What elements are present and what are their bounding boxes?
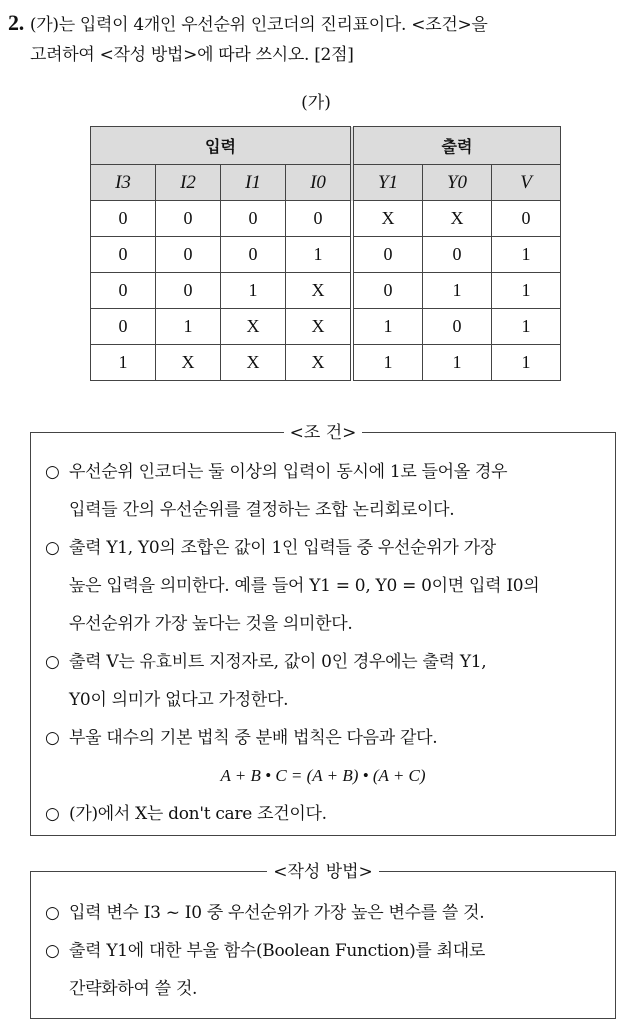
- table-cell: 0: [91, 201, 156, 237]
- table-cell: X: [156, 345, 221, 381]
- table-cell: X: [286, 345, 353, 381]
- table-cell: 1: [156, 309, 221, 345]
- table-cell: 0: [156, 201, 221, 237]
- table-cell: 0: [286, 201, 353, 237]
- column-header: I3: [91, 165, 156, 201]
- list-item: ○ 부울 대수의 기본 법칙 중 분배 법칙은 다음과 같다.: [31, 719, 615, 757]
- table-cell: 0: [91, 273, 156, 309]
- table-cell: 0: [423, 309, 492, 345]
- question-text: [8, 8, 624, 70]
- list-item: ○ 입력 변수 I3 ~ I0 중 우선순위가 가장 높은 변수를 쓸 것.: [31, 894, 615, 932]
- table-cell: 1: [91, 345, 156, 381]
- table-cell: X: [352, 201, 423, 237]
- table-cell: 0: [492, 201, 561, 237]
- table-cell: 0: [352, 273, 423, 309]
- table-row: [91, 345, 561, 381]
- table-cell: 1: [423, 345, 492, 381]
- table-cell: 1: [221, 273, 286, 309]
- distributive-formula: A + B • C = (A + B) • (A + C): [220, 766, 426, 785]
- table-row: [91, 309, 561, 345]
- truth-table: [90, 126, 561, 381]
- column-header: I2: [156, 165, 221, 201]
- bullet-icon: ○: [45, 538, 60, 558]
- list-item: ○ 출력 Y1에 대한 부울 함수(Boolean Function)를 최대로 간략화하여 쓸 것.: [31, 932, 615, 1008]
- table-cell: X: [286, 309, 353, 345]
- table-cell: X: [221, 309, 286, 345]
- table-cell: X: [286, 273, 353, 309]
- table-cell: 0: [221, 237, 286, 273]
- table-cell: 1: [492, 237, 561, 273]
- table-cell: 1: [352, 345, 423, 381]
- table-row: [91, 237, 561, 273]
- table-cell: 1: [492, 273, 561, 309]
- table-cell: 1: [492, 345, 561, 381]
- table-cell: 1: [286, 237, 353, 273]
- table-cell: 0: [156, 273, 221, 309]
- list-item: ○ 출력 V는 유효비트 지정자로, 값이 0인 경우에는 출력 Y1, Y0이 의미가 없다고 가정한다.: [31, 643, 615, 719]
- list-item: ○ 출력 Y1, Y0의 조합은 값이 1인 입력들 중 우선순위가 가장 높은 입력을 의미한다. 예를 들어 Y1 = 0, Y0 = 0이면 입력 I0의 우선순위가 가장 높다는 것을 의미한다.: [31, 529, 615, 643]
- table-caption: (가): [301, 93, 331, 113]
- table-cell: 1: [423, 273, 492, 309]
- table-cell: X: [423, 201, 492, 237]
- table-cell: 1: [352, 309, 423, 345]
- method-title: <작성 방법>: [267, 862, 379, 882]
- column-header: I0: [286, 165, 353, 201]
- table-cell: 0: [221, 201, 286, 237]
- table-row: [91, 201, 561, 237]
- table-cell: 0: [91, 309, 156, 345]
- question-line-2: 고려하여 <작성 방법>에 따라 쓰시오. [2점]: [30, 45, 354, 65]
- table-cell: 0: [156, 237, 221, 273]
- input-group-header: 입력: [91, 127, 353, 165]
- table-cell: 0: [423, 237, 492, 273]
- method-box: [30, 862, 616, 1019]
- bullet-icon: ○: [45, 728, 60, 748]
- bullet-icon: ○: [45, 903, 60, 923]
- question-number: 2.: [8, 10, 24, 35]
- table-cell: 1: [492, 309, 561, 345]
- table-row: [91, 273, 561, 309]
- table-cell: 0: [352, 237, 423, 273]
- column-header: Y0: [423, 165, 492, 201]
- question-line-1: 2. (가)는 입력이 4개인 우선순위 인코더의 진리표이다. <조건>을: [8, 10, 488, 35]
- bullet-icon: ○: [45, 941, 60, 961]
- table-cell: 0: [91, 237, 156, 273]
- list-item: ○ 우선순위 인코더는 둘 이상의 입력이 동시에 1로 들어올 경우 입력들 간의 우선순위를 결정하는 조합 논리회로이다.: [31, 453, 615, 529]
- output-group-header: 출력: [352, 127, 561, 165]
- conditions-title: <조 건>: [284, 423, 363, 443]
- table-cell: X: [221, 345, 286, 381]
- bullet-icon: ○: [45, 804, 60, 824]
- conditions-box: [30, 423, 616, 836]
- bullet-icon: ○: [45, 652, 60, 672]
- column-header: V: [492, 165, 561, 201]
- column-header: Y1: [352, 165, 423, 201]
- column-header: I1: [221, 165, 286, 201]
- bullet-icon: ○: [45, 462, 60, 482]
- list-item: ○ (가)에서 X는 don't care 조건이다.: [31, 795, 615, 833]
